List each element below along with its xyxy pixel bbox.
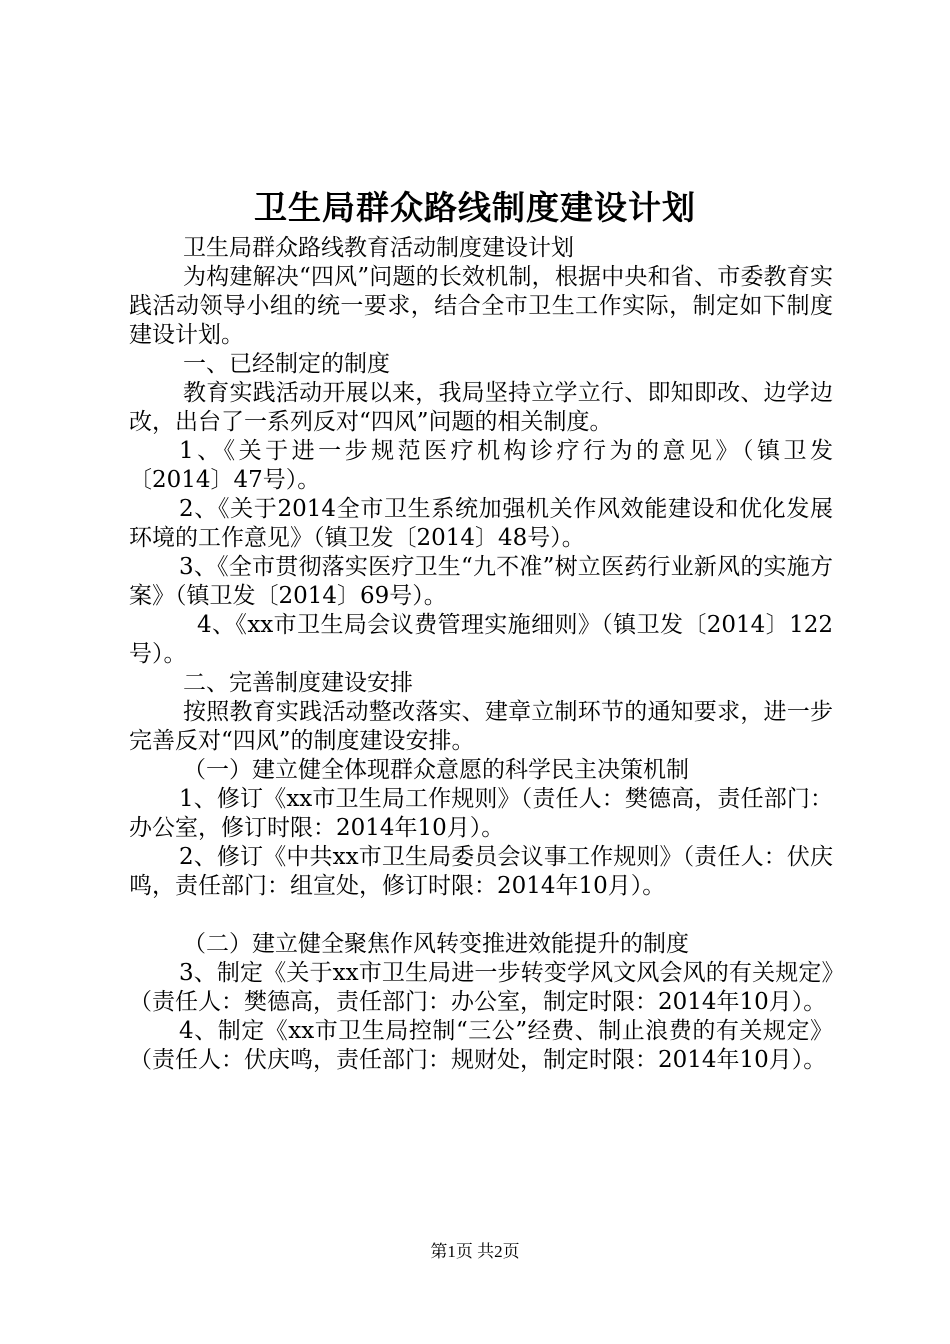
plan-item-3: 3、制定《关于xx市卫生局进一步转变学风文风会风的有关规定》（责任人：樊德高，责任部门：办公室，制定时限：2014年10月）。 <box>129 960 833 1015</box>
paragraph-section-1: 教育实践活动开展以来，我局坚持立学立行、即知即改、边学边改，出台了一系列反对“四风”问题的相关制度。 <box>129 380 833 435</box>
subsection-heading-1: （一）建立健全体现群众意愿的科学民主决策机制 <box>183 757 689 783</box>
plan-item-4: 4、制定《xx市卫生局控制“三公”经费、制止浪费的有关规定》（责任人：伏庆鸣，责任部门：规财处，制定时限：2014年10月）。 <box>129 1018 833 1073</box>
list-item-1: 1、《关于进一步规范医疗机构诊疗行为的意见》（镇卫发〔2014〕47号）。 <box>129 438 833 493</box>
list-item-4: 4、《xx市卫生局会议费管理实施细则》（镇卫发〔2014〕122号）。 <box>129 612 833 667</box>
document-body <box>129 234 833 1075</box>
paragraph-section-2: 按照教育实践活动整改落实、建章立制环节的通知要求，进一步完善反对“四风”的制度建设安排。 <box>129 699 833 754</box>
plan-item-2: 2、修订《中共xx市卫生局委员会议事工作规则》（责任人：伏庆鸣，责任部门：组宣处，修订时限：2014年10月）。 <box>129 844 833 899</box>
plan-item-1: 1、修订《xx市卫生局工作规则》（责任人：樊德高，责任部门：办公室，修订时限：2014年10月）。 <box>129 786 833 841</box>
list-item-3: 3、《全市贯彻落实医疗卫生“九不准”树立医药行业新风的实施方案》（镇卫发〔2014〕69号）。 <box>129 554 833 609</box>
paragraph-intro: 为构建解决“四风”问题的长效机制，根据中央和省、市委教育实践活动领导小组的统一要求，结合全市卫生工作实际，制定如下制度建设计划。 <box>129 264 833 348</box>
page-footer: 第1页 共2页 <box>430 1242 520 1261</box>
paragraph-subtitle: 卫生局群众路线教育活动制度建设计划 <box>183 235 574 261</box>
section-heading-1: 一、已经制定的制度 <box>183 351 390 377</box>
section-heading-2: 二、完善制度建设安排 <box>183 670 413 696</box>
list-item-2: 2、《关于2014全市卫生系统加强机关作风效能建设和优化发展环境的工作意见》（镇卫发〔2014〕48号）。 <box>129 496 833 551</box>
document-title: 卫生局群众路线制度建设计划 <box>254 188 696 227</box>
subsection-heading-2: （二）建立健全聚焦作风转变推进效能提升的制度 <box>183 931 689 957</box>
